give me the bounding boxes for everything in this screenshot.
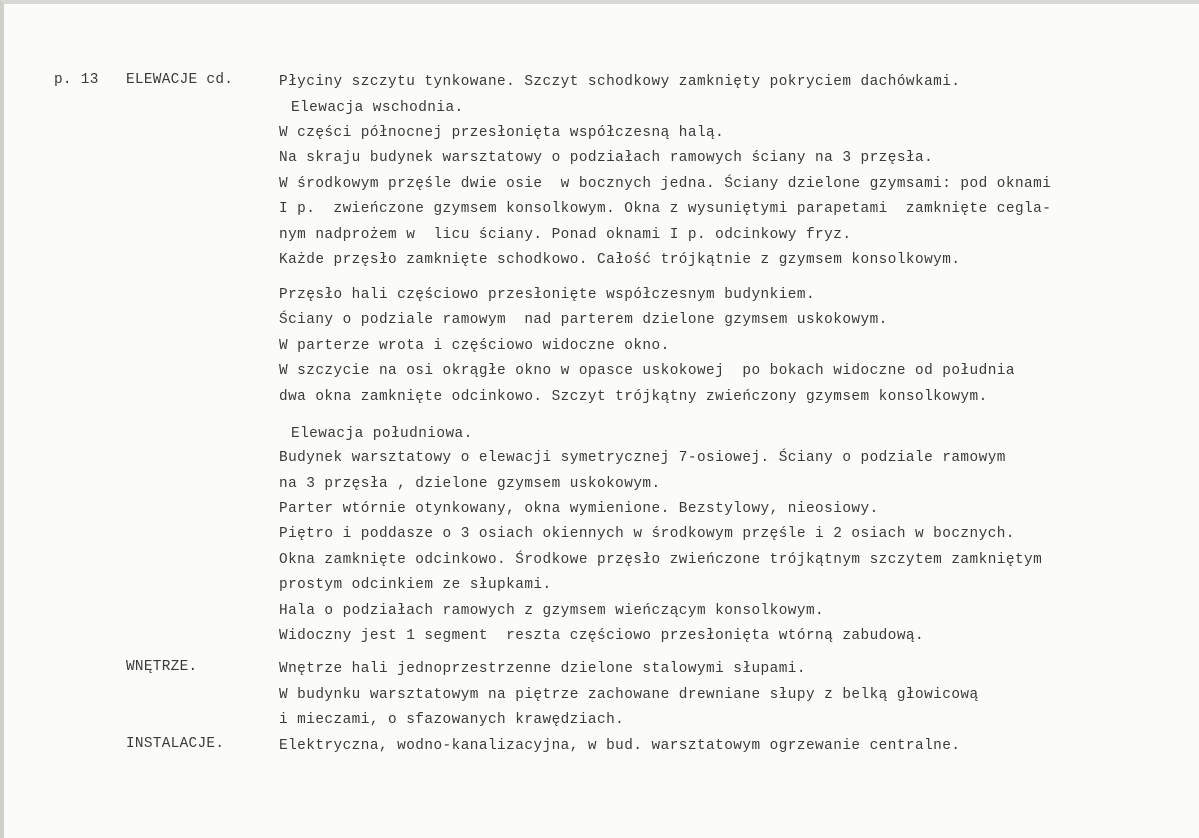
text-line: Parter wtórnie otynkowany, okna wymienione. Bezstylowy, nieosiowy.	[279, 501, 879, 517]
text-line: W szczycie na osi okrągłe okno w opasce uskokowej po bokach widoczne od południa	[279, 363, 1015, 379]
text-line: Budynek warsztatowy o elewacji symetrycznej 7-osiowej. Ściany o podziale ramowym	[279, 450, 1006, 466]
text-line: prostym odcinkiem ze słupkami.	[279, 577, 552, 593]
text-line: W parterze wrota i częściowo widoczne okno.	[279, 338, 670, 354]
text-line: W środkowym przęśle dwie osie w bocznych jedna. Ściany dzielone gzymsami: pod oknami	[279, 176, 1052, 192]
section-label-wnetrze: WNĘTRZE.	[126, 659, 198, 675]
text-line: i mieczami, o sfazowanych krawędziach.	[279, 712, 625, 728]
text-line: Na skraju budynek warsztatowy o podziałach ramowych ściany na 3 przęsła.	[279, 150, 934, 166]
text-line: nym nadprożem w licu ściany. Ponad oknami I p. odcinkowy fryz.	[279, 227, 852, 243]
subheading-elewacja-poludniowa: Elewacja południowa.	[291, 426, 473, 442]
text-line: Okna zamknięte odcinkowo. Środkowe przęsło zwieńczone trójkątnym szczytem zamkniętym	[279, 552, 1043, 568]
text-line: W budynku warsztatowym na piętrze zachowane drewniane słupy z belką głowicową	[279, 687, 979, 703]
section-label-elewacje: ELEWACJE cd.	[126, 72, 234, 88]
text-line: Ściany o podziale ramowym nad parterem dzielone gzymsem uskokowym.	[279, 312, 888, 328]
text-line: Piętro i poddasze o 3 osiach okiennych w środkowym przęśle i 2 osiach w bocznych.	[279, 526, 1015, 542]
text-line: Wnętrze hali jednoprzestrzenne dzielone stalowymi słupami.	[279, 661, 806, 677]
text-line: na 3 przęsła , dzielone gzymsem uskokowym.	[279, 476, 661, 492]
text-line: Elektryczna, wodno-kanalizacyjna, w bud. warsztatowym ogrzewanie centralne.	[279, 738, 961, 754]
text-line: Każde przęsło zamknięte schodkowo. Całość trójkątnie z gzymsem konsolkowym.	[279, 252, 961, 268]
text-line: Hala o podziałach ramowych z gzymsem wieńczącym konsolkowym.	[279, 603, 825, 619]
text-line: Widoczny jest 1 segment reszta częściowo przesłonięta wtórną zabudową.	[279, 628, 925, 644]
text-line: I p. zwieńczone gzymsem konsolkowym. Okna z wysuniętymi parapetami zamknięte cegla-	[279, 201, 1052, 217]
subheading-elewacja-wschodnia: Elewacja wschodnia.	[291, 100, 464, 116]
section-label-instalacje: INSTALACJE.	[126, 736, 225, 752]
text-line: W części północnej przesłonięta współczesną halą.	[279, 125, 725, 141]
page-reference: p. 13	[54, 72, 99, 88]
text-line: Płyciny szczytu tynkowane. Szczyt schodkowy zamknięty pokryciem dachówkami.	[279, 74, 961, 90]
text-line: Przęsło hali częściowo przesłonięte współczesnym budynkiem.	[279, 287, 816, 303]
text-line: dwa okna zamknięte odcinkowo. Szczyt trójkątny zwieńczony gzymsem konsolkowym.	[279, 389, 988, 405]
